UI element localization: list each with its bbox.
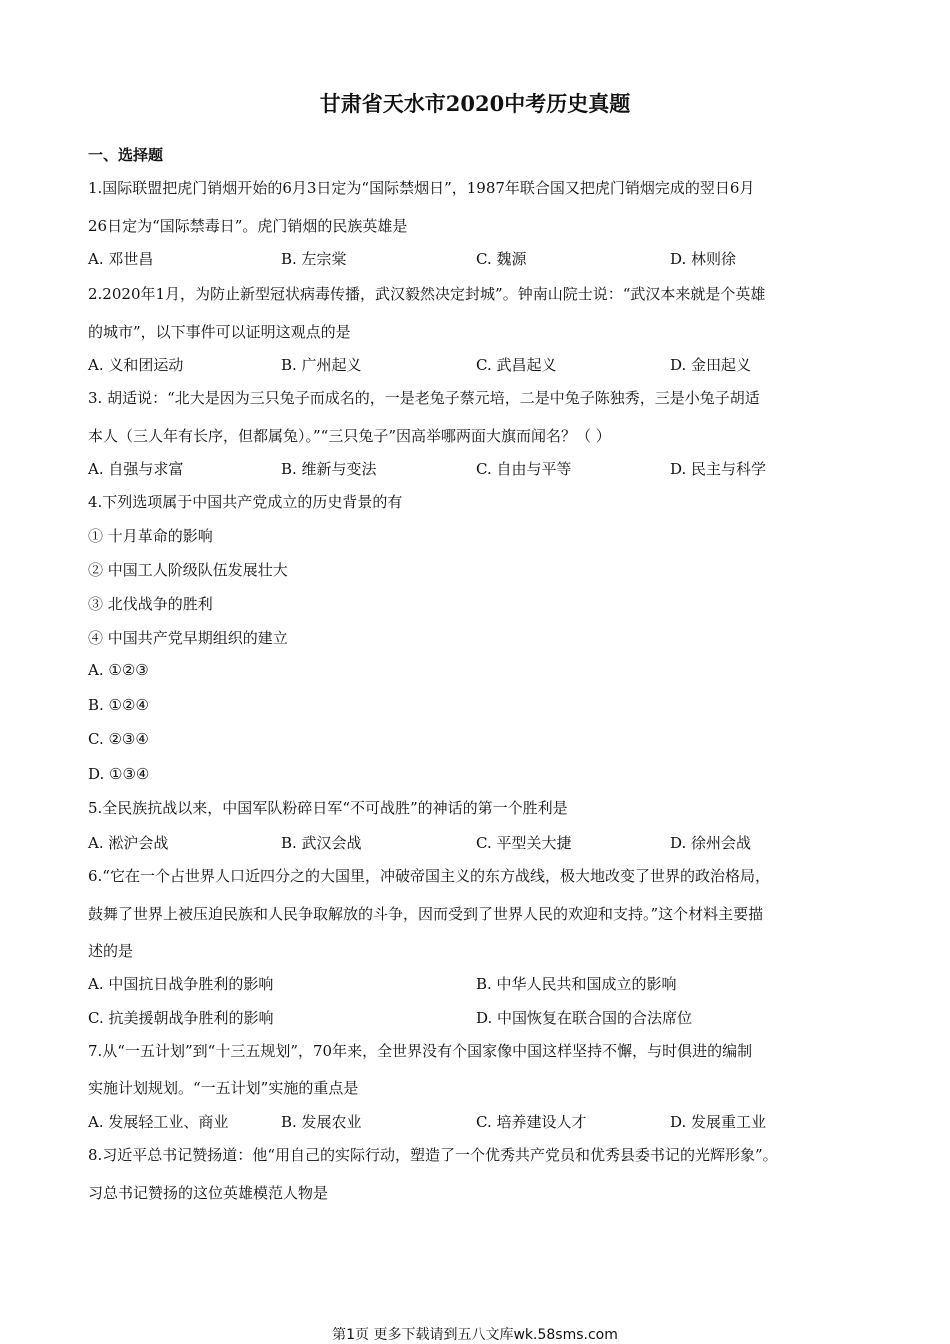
q3-option-c: C. 自由与平等 bbox=[476, 460, 572, 478]
q1-option-a: A. 邓世昌 bbox=[88, 250, 154, 268]
q4-item-1: ① 十月革命的影响 bbox=[88, 527, 213, 545]
q7-option-d: D. 发展重工业 bbox=[670, 1113, 767, 1131]
question-5-stem: 5.全民族抗战以来，中国军队粉碎日军“不可战胜”的神话的第一个胜利是 bbox=[88, 799, 568, 817]
q1-option-d: D. 林则徐 bbox=[670, 250, 737, 268]
q5-option-a: A. 淞沪会战 bbox=[88, 834, 169, 852]
q2-option-a: A. 义和团运动 bbox=[88, 356, 184, 374]
q7-option-c: C. 培养建设人才 bbox=[476, 1113, 587, 1131]
question-7-line-1: 7.从“一五计划”到“十三五规划”，70年来，全世界没有个国家像中国这样坚持不懈，与时俱进的编制 bbox=[88, 1042, 753, 1060]
q6-option-a: A. 中国抗日战争胜利的影响 bbox=[88, 975, 274, 993]
question-1-line-1: 1.国际联盟把虎门销烟开始的6月3日定为“国际禁烟日”，1987年联合国又把虎门销烟完成的翌日6月 bbox=[88, 179, 755, 197]
question-1-line-2: 26日定为“国际禁毒日”。虎门销烟的民族英雄是 bbox=[88, 217, 408, 235]
q5-option-b: B. 武汉会战 bbox=[281, 834, 362, 852]
q4-option-b: B. ①②④ bbox=[88, 696, 149, 714]
q3-option-a: A. 自强与求富 bbox=[88, 460, 184, 478]
question-6-line-1: 6.“它在一个占世界人口近四分之的大国里，冲破帝国主义的东方战线，极大地改变了世界的政治格局， bbox=[88, 867, 770, 885]
q5-option-c: C. 平型关大捷 bbox=[476, 834, 572, 852]
question-8-line-1: 8.习近平总书记赞扬道：他“用自己的实际行动，塑造了一个优秀共产党员和优秀县委书记的光辉形象”。 bbox=[88, 1146, 778, 1164]
question-3-line-1: 3. 胡适说：“北大是因为三只兔子而成名的，一是老兔子蔡元培，二是中兔子陈独秀，三是小兔子胡适 bbox=[88, 389, 760, 407]
q4-option-c: C. ②③④ bbox=[88, 730, 149, 748]
q4-item-3: ③ 北伐战争的胜利 bbox=[88, 595, 213, 613]
q3-option-d: D. 民主与科学 bbox=[670, 460, 767, 478]
section-heading: 一、选择题 bbox=[88, 146, 164, 164]
q1-option-c: C. 魏源 bbox=[476, 250, 527, 268]
question-2-line-2: 的城市”，以下事件可以证明这观点的是 bbox=[88, 323, 351, 341]
q1-option-b: B. 左宗棠 bbox=[281, 250, 347, 268]
page-title: 甘肃省天水市2020中考历史真题 bbox=[319, 91, 631, 116]
q6-option-c: C. 抗美援朝战争胜利的影响 bbox=[88, 1009, 274, 1027]
question-4-stem: 4.下列选项属于中国共产党成立的历史背景的有 bbox=[88, 493, 403, 511]
q2-option-c: C. 武昌起义 bbox=[476, 356, 557, 374]
question-6-line-3: 述的是 bbox=[88, 942, 134, 960]
q4-item-2: ② 中国工人阶级队伍发展壮大 bbox=[88, 561, 288, 579]
q2-option-d: D. 金田起义 bbox=[670, 356, 752, 374]
page-footer: 第1页 更多下载请到五八文库wk.58sms.com bbox=[332, 1327, 618, 1343]
q4-option-a: A. ①②③ bbox=[88, 661, 149, 679]
q4-option-d: D. ①③④ bbox=[88, 765, 150, 783]
question-6-line-2: 鼓舞了世界上被压迫民族和人民争取解放的斗争，因而受到了世界人民的欢迎和支持。”这个材料主要描 bbox=[88, 905, 764, 923]
q5-option-d: D. 徐州会战 bbox=[670, 834, 752, 852]
q7-option-b: B. 发展农业 bbox=[281, 1113, 362, 1131]
q4-item-4: ④ 中国共产党早期组织的建立 bbox=[88, 629, 288, 647]
question-7-line-2: 实施计划规划。“一五计划”实施的重点是 bbox=[88, 1079, 359, 1097]
q2-option-b: B. 广州起义 bbox=[281, 356, 362, 374]
q7-option-a: A. 发展轻工业、商业 bbox=[88, 1113, 229, 1131]
question-8-line-2: 习总书记赞扬的这位英雄模范人物是 bbox=[88, 1184, 329, 1202]
q6-option-d: D. 中国恢复在联合国的合法席位 bbox=[476, 1009, 693, 1027]
q3-option-b: B. 维新与变法 bbox=[281, 460, 377, 478]
question-2-line-1: 2.2020年1月，为防止新型冠状病毒传播，武汉毅然决定封城”。钟南山院士说：“武汉本来就是个英雄 bbox=[88, 285, 766, 303]
question-3-line-2: 本人（三人年有长序，但都属兔）。”“三只兔子”因高举哪两面大旗而闻名？（ ） bbox=[88, 427, 611, 445]
q6-option-b: B. 中华人民共和国成立的影响 bbox=[476, 975, 677, 993]
